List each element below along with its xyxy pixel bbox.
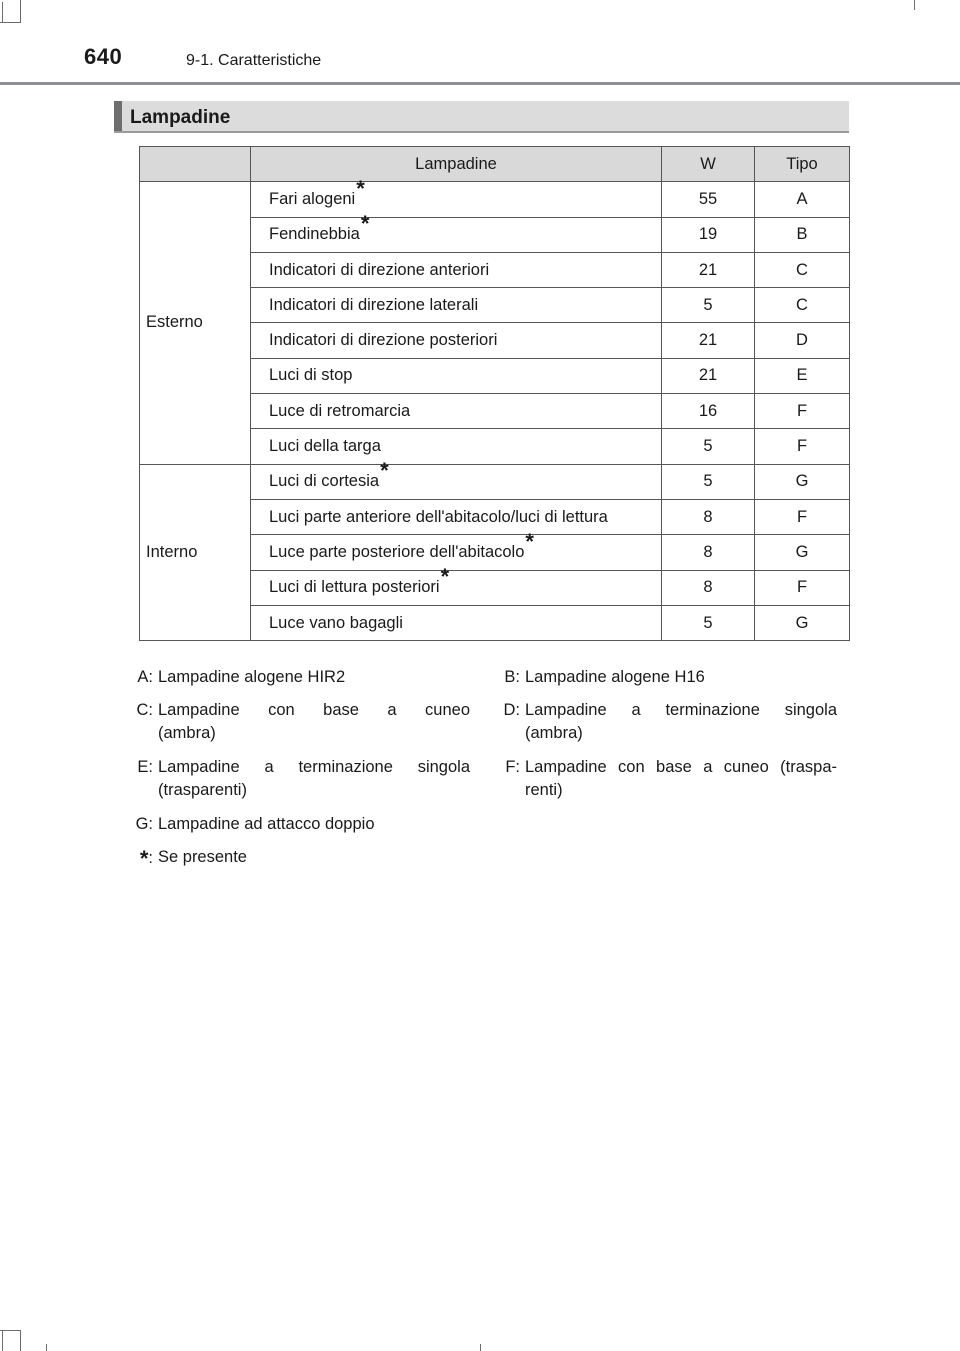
legend-item-g: [131, 813, 471, 838]
section-title: Lampadine: [130, 107, 231, 128]
bulb-name: Luci della targa: [251, 429, 662, 464]
crop-mark: [20, 0, 21, 23]
legend-item-e: [131, 756, 471, 806]
asterisk-mark: *: [380, 458, 389, 484]
legend-key: D:: [503, 701, 520, 719]
bulb-name: Luci di cortesia*: [251, 464, 662, 499]
legend-item-a: [131, 666, 471, 691]
crop-mark: [480, 1344, 481, 1351]
legend-item-f: [498, 756, 838, 806]
crop-mark: [2, 2, 3, 22]
bulb-watt: 21: [662, 358, 755, 393]
bulb-name: Indicatori di direzione laterali: [251, 288, 662, 323]
crop-mark: [0, 22, 20, 23]
legend-text: Lampadine a terminazione singola: [525, 701, 837, 719]
bulb-name: Indicatori di direzione posteriori: [251, 323, 662, 358]
bulb-name: Fari alogeni*: [251, 182, 662, 217]
page-number: 640: [84, 44, 123, 69]
bulb-watt: 8: [662, 499, 755, 534]
bulb-watt: 5: [662, 429, 755, 464]
bulb-type: G: [755, 535, 850, 570]
legend-item-b: [498, 666, 838, 691]
legend-text: Lampadine a terminazione singola: [158, 758, 470, 776]
legend-key: F:: [505, 758, 520, 776]
bulb-name: Luci di lettura posteriori*: [251, 570, 662, 605]
table-row: [140, 182, 850, 217]
legend-text-cont: (ambra): [158, 724, 216, 742]
bulb-name: Fendinebbia*: [251, 217, 662, 252]
asterisk-mark: *: [356, 175, 365, 201]
legend-key: B:: [504, 668, 520, 686]
section-accent: [114, 101, 122, 131]
bulb-watt: 5: [662, 605, 755, 640]
bulb-watt: 8: [662, 570, 755, 605]
bulb-name: Luci parte anteriore dell'abitacolo/luci di lettura: [251, 499, 662, 534]
bulb-name: Luce di retromarcia: [251, 394, 662, 429]
group-label: Esterno: [140, 182, 251, 464]
bulb-watt: 5: [662, 288, 755, 323]
header-empty: [140, 147, 251, 182]
bulb-type: B: [755, 217, 850, 252]
legend-key: A:: [137, 668, 153, 686]
bulb-watt: 16: [662, 394, 755, 429]
footnote-text: Se presente: [158, 848, 247, 866]
legend-item-c: [131, 699, 471, 749]
header-w: W: [662, 147, 755, 182]
crop-mark: [46, 1344, 47, 1351]
crop-mark: [20, 1330, 21, 1351]
bulb-type: G: [755, 605, 850, 640]
bulb-watt: 5: [662, 464, 755, 499]
bulb-watt: 8: [662, 535, 755, 570]
legend-key: C:: [136, 701, 153, 719]
bulb-type: F: [755, 499, 850, 534]
legend-item-d: [498, 699, 838, 749]
bulbs-table: [139, 146, 850, 641]
asterisk-mark: *: [440, 564, 450, 590]
header-rule: [0, 82, 960, 85]
bulb-watt: 21: [662, 252, 755, 287]
legend-text: Lampadine con base a cuneo (traspa-: [525, 758, 837, 776]
section-header: [114, 101, 849, 133]
bulb-type: F: [755, 570, 850, 605]
bulb-type: F: [755, 394, 850, 429]
crop-mark: [0, 1330, 20, 1331]
bulb-name: Luce parte posteriore dell'abitacolo*: [251, 535, 662, 570]
bulb-name: Luce vano bagagli: [251, 605, 662, 640]
asterisk-mark: *: [525, 528, 534, 554]
crop-mark: [2, 1330, 3, 1351]
bulb-type: E: [755, 358, 850, 393]
bulb-type: D: [755, 323, 850, 358]
bulb-watt: 55: [662, 182, 755, 217]
legend-text: Lampadine alogene HIR2: [158, 668, 346, 686]
header-tipo: Tipo: [755, 147, 850, 182]
legend-text-cont: renti): [525, 781, 563, 799]
bulb-name: Indicatori di direzione anteriori: [251, 252, 662, 287]
table-header-row: [140, 147, 850, 182]
bulb-type: G: [755, 464, 850, 499]
footnote-key: *:: [139, 846, 153, 871]
asterisk-mark: *: [360, 211, 370, 237]
legend-key: E:: [137, 758, 153, 776]
group-label: Interno: [140, 464, 251, 640]
bulb-name: Luci di stop: [251, 358, 662, 393]
legend-key: G:: [135, 815, 153, 833]
asterisk-mark: *: [139, 846, 149, 871]
bulb-type: C: [755, 252, 850, 287]
bulb-type: A: [755, 182, 850, 217]
bulb-watt: 21: [662, 323, 755, 358]
crop-mark: [914, 0, 915, 10]
legend-text: Lampadine con base a cuneo: [158, 701, 470, 719]
bulb-type: C: [755, 288, 850, 323]
legend-text: Lampadine alogene H16: [525, 668, 705, 686]
bulb-watt: 19: [662, 217, 755, 252]
header-lampadine: Lampadine: [251, 147, 662, 182]
legend-text: Lampadine ad attacco doppio: [158, 815, 375, 833]
chapter-title: 9-1. Caratteristiche: [186, 52, 322, 69]
table-row: [140, 464, 850, 499]
bulb-type: F: [755, 429, 850, 464]
legend-text-cont: (ambra): [525, 724, 583, 742]
footnote: [131, 844, 471, 872]
legend-text-cont: (trasparenti): [158, 781, 247, 799]
